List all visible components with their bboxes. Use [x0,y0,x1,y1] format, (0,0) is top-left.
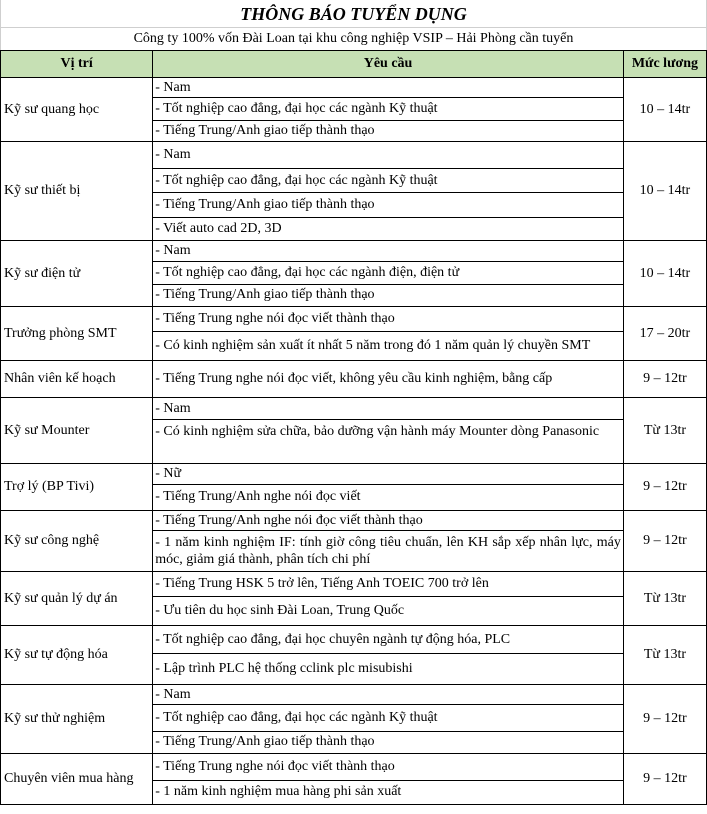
requirement-line: - Có kinh nghiệm sửa chữa, bảo dưỡng vận hành máy Mounter dòng Panasonic [155,424,600,439]
requirement-line: - Có kinh nghiệm sản xuất ít nhất 5 năm trong đó 1 năm quản lý chuyền SMT [155,338,591,353]
position-cell: Kỹ sư công nghệ [1,511,153,572]
salary-cell: Từ 13tr [623,398,706,464]
position-cell: Kỹ sư thiết bị [1,142,153,241]
table-header-row [1,51,707,78]
table-row [1,626,707,685]
position-cell: Kỹ sư tự động hóa [1,626,153,685]
header-salary: Mức lương [623,51,706,78]
table-row [1,398,707,464]
salary-cell: Từ 13tr [623,626,706,685]
requirement-line: - Tốt nghiệp cao đẳng, đại học các ngành Kỹ thuật [153,98,623,121]
table-row [1,464,707,511]
requirement-line: - Nam [153,685,623,705]
position-cell: Chuyên viên mua hàng [1,754,153,805]
table-row [1,511,707,572]
table-row [1,78,707,142]
requirement-line: - Tiếng Trung/Anh giao tiếp thành thạo [155,734,375,749]
requirements-cell [153,78,624,142]
requirements-cell [153,572,624,626]
position-cell: Trợ lý (BP Tivi) [1,464,153,511]
salary-cell: 9 – 12tr [623,511,706,572]
position-cell: Kỹ sư điện tử [1,241,153,307]
table-row [1,754,707,805]
requirement-line: - Tiếng Trung/Anh nghe nói đọc viết [155,489,361,504]
requirement-line: - Tốt nghiệp cao đẳng, đại học chuyên ngành tự động hóa, PLC [153,626,623,654]
table-row [1,685,707,754]
requirement-line: - Tiếng Trung/Anh giao tiếp thành thạo [155,287,375,302]
requirements-cell [153,142,624,241]
requirements-cell [153,241,624,307]
salary-cell: 9 – 12tr [623,464,706,511]
position-cell: Kỹ sư Mounter [1,398,153,464]
table-row [1,307,707,361]
requirement-line: - Nam [153,398,623,420]
page-title: THÔNG BÁO TUYỂN DỤNG [0,0,707,28]
requirement-line: - Tốt nghiệp cao đẳng, đại học các ngành Kỹ thuật [153,169,623,193]
requirements-cell [153,307,624,361]
requirements-cell [153,626,624,685]
requirement-line: - Tiếng Trung nghe nói đọc viết thành thạo [153,307,623,332]
position-cell: Nhân viên kế hoạch [1,361,153,398]
table-body [1,78,707,805]
salary-cell: 9 – 12tr [623,361,706,398]
recruitment-table [0,50,707,805]
salary-cell: 10 – 14tr [623,142,706,241]
salary-cell: 10 – 14tr [623,241,706,307]
requirement-line: - 1 năm kinh nghiệm IF: tính giờ công tiêu chuẩn, lên KH sắp xếp nhân lực, máy móc, giảm giá thành, phân tích chi phí [155,535,621,567]
requirement-line: - Nam [153,241,623,262]
requirement-line: - Tiếng Trung/Anh giao tiếp thành thạo [155,123,375,138]
requirement-line: - Tốt nghiệp cao đẳng, đại học các ngành điện, điện tử [153,262,623,285]
salary-cell: 9 – 12tr [623,754,706,805]
table-row [1,572,707,626]
table-row [1,241,707,307]
requirement-line: - Ưu tiên du học sinh Đài Loan, Trung Quốc [155,603,405,618]
requirement-line: - Tiếng Trung nghe nói đọc viết, không yêu cầu kinh nghiệm, bằng cấp [155,371,553,386]
salary-cell: 17 – 20tr [623,307,706,361]
requirement-line: - Tiếng Trung HSK 5 trở lên, Tiếng Anh TOEIC 700 trở lên [153,572,623,597]
requirement-line: - 1 năm kinh nghiệm mua hàng phi sản xuất [155,784,402,799]
requirement-line: - Nam [153,78,623,98]
requirement-line: - Tiếng Trung/Anh giao tiếp thành thạo [153,193,623,218]
salary-cell: Từ 13tr [623,572,706,626]
header-requirements: Yêu cầu [153,51,624,78]
salary-cell: 10 – 14tr [623,78,706,142]
requirements-cell [153,511,624,572]
requirement-line: - Tốt nghiệp cao đẳng, đại học các ngành Kỹ thuật [153,705,623,732]
requirements-cell [153,398,624,464]
position-cell: Kỹ sư quản lý dự án [1,572,153,626]
requirement-line: - Lập trình PLC hệ thống cclink plc misubishi [155,661,413,676]
requirements-cell [153,754,624,805]
requirement-line: - Tiếng Trung/Anh nghe nói đọc viết thành thạo [153,511,623,531]
table-row [1,361,707,398]
salary-cell: 9 – 12tr [623,685,706,754]
position-cell: Kỹ sư thử nghiệm [1,685,153,754]
position-cell: Kỹ sư quang học [1,78,153,142]
requirement-line: - Viết auto cad 2D, 3D [155,221,282,236]
requirements-cell [153,685,624,754]
requirement-line: - Nữ [153,464,623,485]
requirements-cell [153,464,624,511]
table-row [1,142,707,241]
header-position: Vị trí [1,51,153,78]
position-cell: Trưởng phòng SMT [1,307,153,361]
requirement-line: - Tiếng Trung nghe nói đọc viết thành thạo [153,754,623,781]
requirements-cell [153,361,624,398]
requirement-line: - Nam [153,142,623,169]
page-subtitle: Công ty 100% vốn Đài Loan tại khu công nghiệp VSIP – Hải Phòng cần tuyển [0,28,707,50]
